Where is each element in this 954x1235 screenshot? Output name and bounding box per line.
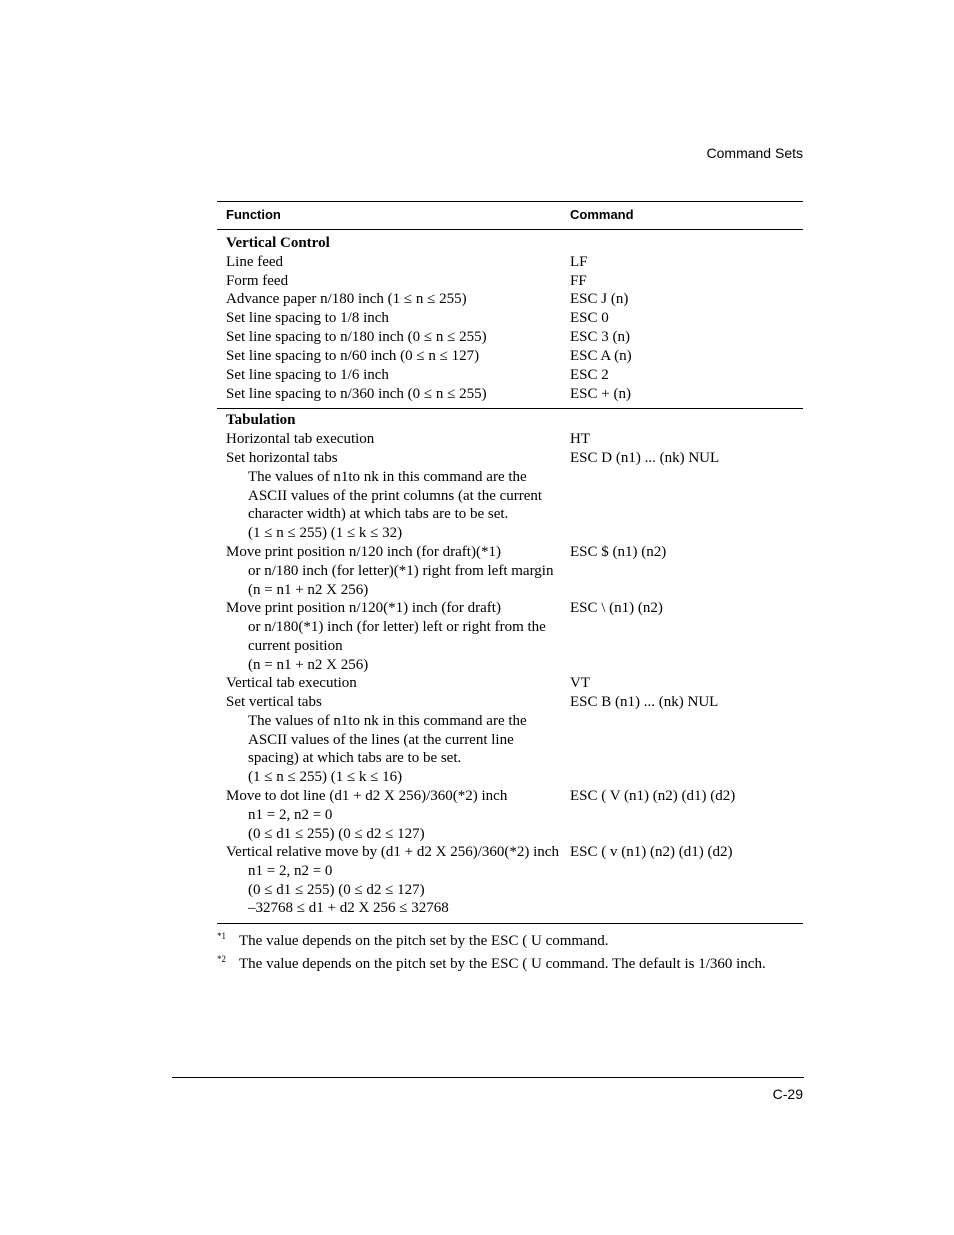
description-line: (n = n1 + n2 X 256) (248, 582, 369, 598)
command-spacing-60: ESC A (n) (570, 348, 632, 364)
footnote-1 (217, 931, 609, 950)
description-line: ASCII values of the lines (at the current line (248, 732, 514, 748)
function-move-to-dot-line: Move to dot line (d1 + d2 X 256)/360(*2) inch (226, 788, 508, 804)
function-advance-paper: Advance paper n/180 inch (1 ≤ n ≤ 255) (226, 291, 467, 307)
section-title-tabulation: Tabulation (226, 412, 296, 428)
footer-rule (172, 1077, 804, 1078)
command-absolute-move: ESC $ (n1) (n2) (570, 544, 667, 560)
description-line: character width) at which tabs are to be set. (248, 506, 509, 522)
description-line: The values of n1to nk in this command are the (248, 713, 527, 729)
footnote-mark: *2 (217, 954, 226, 964)
command-vertical-relative-move: ESC ( v (n1) (n2) (d1) (d2) (570, 844, 733, 860)
command-advance-paper: ESC J (n) (570, 291, 629, 307)
command-move-to-dot-line: ESC ( V (n1) (n2) (d1) (d2) (570, 788, 736, 804)
command-relative-move: ESC \ (n1) (n2) (570, 600, 663, 616)
description-line: ASCII values of the print columns (at the current (248, 488, 543, 504)
description-line: n1 = 2, n2 = 0 (248, 807, 333, 823)
table-header-rule (217, 229, 803, 230)
column-header-function: Function (226, 207, 281, 222)
command-spacing-6: ESC 2 (570, 367, 609, 383)
description-line: spacing) at which tabs are to be set. (248, 750, 462, 766)
function-spacing-6: Set line spacing to 1/6 inch (226, 367, 389, 383)
function-horizontal-tab: Horizontal tab execution (226, 431, 375, 447)
footnote-text: The value depends on the pitch set by the ESC ( U command. The default is 1/360 inch. (239, 956, 766, 972)
description-line: or n/180 inch (for letter)(*1) right from left margin (248, 563, 554, 579)
command-vertical-tab: VT (570, 675, 590, 691)
command-set-horizontal-tabs: ESC D (n1) ... (nk) NUL (570, 450, 720, 466)
running-header: Command Sets (706, 145, 803, 161)
description-line: or n/180(*1) inch (for letter) left or right from the (248, 619, 546, 635)
function-vertical-relative-move: Vertical relative move by (d1 + d2 X 256)/360(*2) inch (226, 844, 559, 860)
table-top-rule (217, 201, 803, 202)
command-form-feed: FF (570, 273, 587, 289)
function-form-feed: Form feed (226, 273, 289, 289)
description-line: n1 = 2, n2 = 0 (248, 863, 333, 879)
description-line: (1 ≤ n ≤ 255) (1 ≤ k ≤ 32) (248, 525, 403, 541)
command-horizontal-tab: HT (570, 431, 590, 447)
function-set-horizontal-tabs: Set horizontal tabs (226, 450, 338, 466)
command-set-vertical-tabs: ESC B (n1) ... (nk) NUL (570, 694, 719, 710)
command-line-feed: LF (570, 254, 588, 270)
section-divider-rule (217, 408, 803, 409)
description-line: (1 ≤ n ≤ 255) (1 ≤ k ≤ 16) (248, 769, 403, 785)
function-relative-move: Move print position n/120(*1) inch (for draft) (226, 600, 501, 616)
function-spacing-8: Set line spacing to 1/8 inch (226, 310, 389, 326)
command-spacing-8: ESC 0 (570, 310, 609, 326)
page-number: C-29 (772, 1086, 803, 1102)
command-spacing-180: ESC 3 (n) (570, 329, 630, 345)
footnote-2 (217, 954, 766, 973)
function-spacing-60: Set line spacing to n/60 inch (0 ≤ n ≤ 127) (226, 348, 480, 364)
function-vertical-tab: Vertical tab execution (226, 675, 357, 691)
function-spacing-180: Set line spacing to n/180 inch (0 ≤ n ≤ 255) (226, 329, 487, 345)
footnote-mark: *1 (217, 931, 226, 941)
description-line: current position (248, 638, 343, 654)
section-title-vertical: Vertical Control (226, 235, 330, 251)
description-line: (n = n1 + n2 X 256) (248, 657, 369, 673)
function-line-feed: Line feed (226, 254, 284, 270)
function-spacing-360: Set line spacing to n/360 inch (0 ≤ n ≤ 255) (226, 386, 487, 402)
column-header-command: Command (570, 207, 634, 222)
function-set-vertical-tabs: Set vertical tabs (226, 694, 322, 710)
function-absolute-move: Move print position n/120 inch (for draft)(*1) (226, 544, 501, 560)
description-line: (0 ≤ d1 ≤ 255) (0 ≤ d2 ≤ 127) (248, 826, 425, 842)
description-line: (0 ≤ d1 ≤ 255) (0 ≤ d2 ≤ 127) (248, 882, 425, 898)
table-bottom-rule (217, 923, 803, 924)
command-spacing-360: ESC + (n) (570, 386, 631, 402)
footnote-text: The value depends on the pitch set by the ESC ( U command. (239, 933, 609, 949)
description-line: –32768 ≤ d1 + d2 X 256 ≤ 32768 (248, 900, 449, 916)
description-line: The values of n1to nk in this command are the (248, 469, 527, 485)
